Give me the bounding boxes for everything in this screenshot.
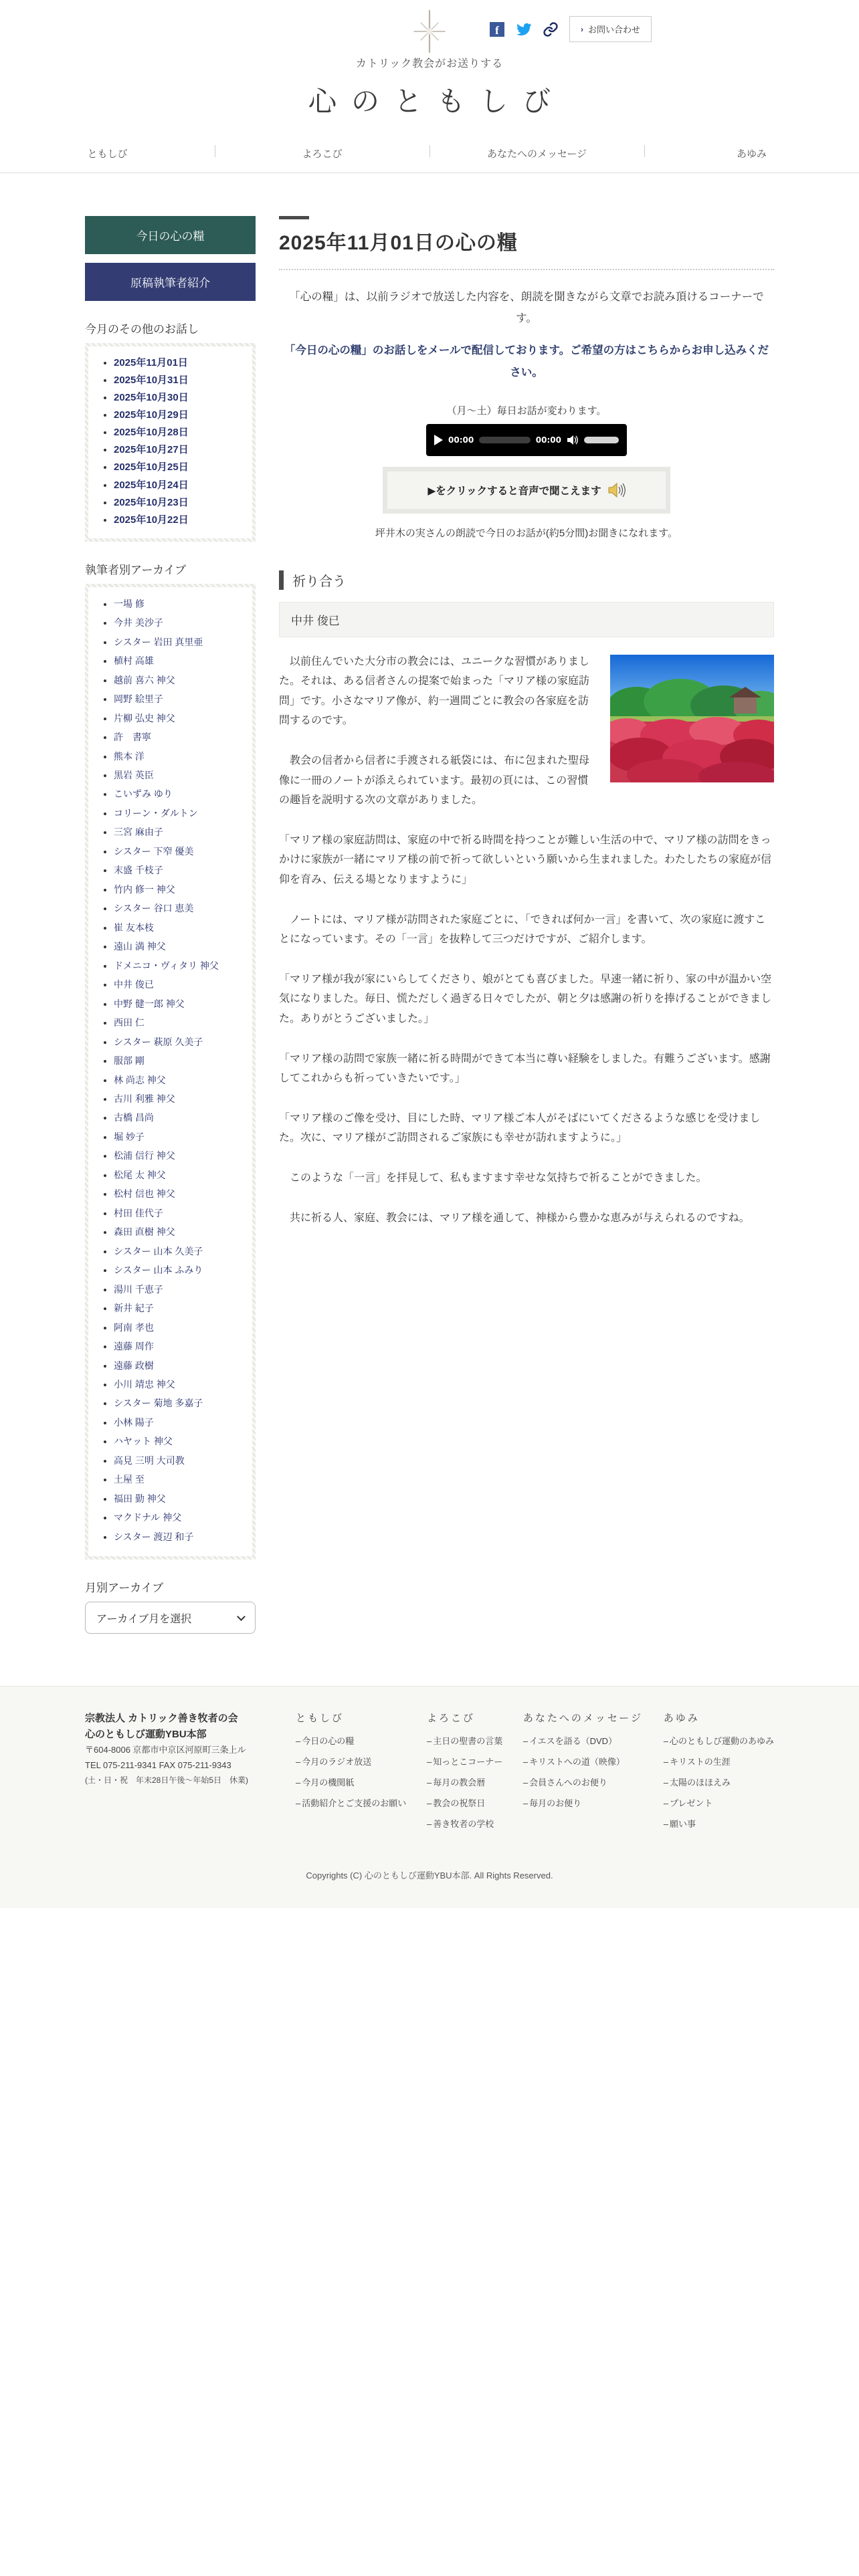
writer-list-item	[114, 1394, 246, 1413]
writer-list-item	[114, 785, 246, 804]
footer-link-item	[296, 1776, 406, 1789]
current-time: 00:00	[448, 435, 474, 445]
article-author: 中井 俊已	[279, 602, 774, 637]
sidebar-writers-button[interactable]: 原稿執筆者紹介	[85, 263, 256, 301]
writer-list-item	[114, 1337, 246, 1356]
footer-link-item	[296, 1796, 406, 1810]
date-link[interactable]: 2025年10月23日	[114, 496, 189, 508]
writer-link[interactable]: 新井 紀子	[114, 1303, 154, 1314]
writer-list-item	[114, 823, 246, 842]
contact-button[interactable]	[569, 16, 652, 42]
audio-player[interactable]	[426, 424, 627, 456]
writer-link[interactable]: 松浦 信行 神父	[114, 1150, 175, 1162]
footer-link-item	[523, 1796, 643, 1810]
footer-col-title: ともしび	[296, 1713, 345, 1725]
writer-link[interactable]: シスター 山本 久美子	[114, 1245, 203, 1257]
date-link[interactable]: 2025年10月22日	[114, 514, 189, 526]
dotted-divider	[279, 269, 774, 270]
writer-link[interactable]: シスター 下窄 優美	[114, 845, 194, 857]
footer-link[interactable]: – 毎月の教会暦	[427, 1778, 485, 1788]
facebook-icon[interactable]	[489, 21, 505, 37]
footer-link[interactable]: – 太陽のほほえみ	[664, 1778, 731, 1788]
monthly-archive-heading: 月別アーカイブ	[85, 1582, 164, 1595]
writer-list-item	[114, 671, 246, 690]
footer-col-ayumi	[664, 1711, 774, 1838]
play-button[interactable]	[434, 435, 443, 445]
writer-list-item	[114, 652, 246, 671]
writer-link[interactable]: 松村 信也 神父	[114, 1188, 175, 1200]
main-content	[279, 216, 774, 1248]
footer-tel-fax: TEL 075-211-9341 FAX 075-211-9343	[85, 1759, 231, 1770]
writer-link[interactable]: 遠藤 政樹	[114, 1360, 154, 1371]
date-list-item	[114, 354, 246, 372]
footer-link[interactable]: – プレゼント	[664, 1798, 713, 1808]
writer-link[interactable]: マクドナル 神父	[114, 1512, 182, 1523]
article-paragraph: このような「一言」を拝見して、私もますます幸せな気持ちで祈ることができました。	[279, 1172, 707, 1184]
article-paragraph: 「マリア様の家庭訪問は、家庭の中で祈る時間を持つことが難しい生活の中で、マリア様の訪問をきっかけに家族が一緒にマリア様の前で祈って欲しいという願いから生まれました。わたしたちの家庭が信仰を育み、伝える場となりますように」	[279, 834, 772, 886]
date-link[interactable]: 2025年10月31日	[114, 374, 189, 387]
date-list-item	[114, 389, 246, 407]
writer-link[interactable]: 土屋 至	[114, 1474, 145, 1485]
date-list-item	[114, 407, 246, 424]
writer-list-item	[114, 1090, 246, 1109]
date-list-item	[114, 477, 246, 494]
footer-link-item	[296, 1734, 406, 1747]
footer-link-item	[523, 1755, 643, 1768]
footer-link-item	[523, 1776, 643, 1789]
footer-col-title: あゆみ	[663, 1713, 700, 1725]
archive-month-select[interactable]	[85, 1602, 256, 1634]
date-list-item	[114, 441, 246, 459]
footer-link[interactable]: – 今月のラジオ放送	[296, 1757, 371, 1767]
site-title: 心のともしび	[308, 85, 565, 118]
writer-list-item	[114, 1166, 246, 1185]
footer-link-item	[427, 1734, 502, 1747]
writer-link[interactable]: シスター 谷口 恵美	[114, 903, 194, 914]
footer-link[interactable]: – 心のともしび運動のあゆみ	[664, 1736, 774, 1746]
writer-link[interactable]: 服部 剛	[114, 1055, 145, 1067]
nav-link[interactable]: よろこび	[302, 148, 343, 160]
footer-link-item	[664, 1776, 774, 1789]
writer-list-item	[114, 1414, 246, 1432]
writer-link[interactable]: 末盛 千枝子	[114, 865, 163, 876]
footer-hours: (土・日・祝 年末28日午後～年始5日 休業)	[85, 1775, 249, 1785]
writer-link[interactable]: 一場 修	[114, 598, 145, 609]
writer-link[interactable]: 三宮 麻由子	[114, 827, 163, 838]
writer-list-item	[114, 1319, 246, 1337]
writer-list-item	[114, 1033, 246, 1052]
writer-link[interactable]: 越前 喜六 神父	[114, 674, 175, 685]
footer-link-item	[427, 1817, 502, 1830]
chain-glyph	[543, 21, 559, 37]
writer-list-item	[114, 919, 246, 938]
article-paragraph: 「マリア様の訪問で家族一緒に祈る時間ができて本当に尊い経験をしました。有難うございます。感謝してこれからも祈っていきたいです。」	[279, 1053, 771, 1085]
site-header	[0, 0, 859, 173]
writer-list-item	[114, 1109, 246, 1128]
writer-link[interactable]: 森田 直樹 神父	[114, 1226, 175, 1238]
nav-item[interactable]	[0, 140, 215, 173]
nav-item[interactable]	[215, 140, 430, 173]
mute-button[interactable]	[567, 435, 579, 445]
writer-list-item	[114, 1452, 246, 1471]
writer-list-item	[114, 1071, 246, 1090]
contact-chevron-icon: ›	[580, 24, 583, 34]
writer-link[interactable]: 植村 高雄	[114, 655, 154, 667]
link-icon[interactable]	[543, 21, 559, 37]
sparkle-logo-icon	[0, 9, 859, 53]
footer-link[interactable]: – 願い事	[664, 1819, 696, 1829]
footer-link[interactable]: – 会員さんへのお便り	[523, 1778, 607, 1788]
writer-list-item	[114, 1509, 246, 1527]
title-decoration	[279, 216, 309, 219]
footer-link-item	[296, 1755, 406, 1768]
writer-list-item	[114, 1281, 246, 1299]
duration-time: 00:00	[535, 435, 561, 445]
writer-list-item	[114, 595, 246, 614]
chevron-down-icon	[237, 1612, 246, 1621]
footer-link-item	[523, 1734, 643, 1747]
writer-link[interactable]: 遠藤 周作	[114, 1341, 154, 1352]
facebook-glyph: f	[490, 22, 504, 37]
writer-archive-heading: 執筆者別アーカイブ	[85, 563, 187, 576]
writer-list-item	[114, 861, 246, 880]
footer-col-title: あなたへのメッセージ	[522, 1713, 644, 1725]
writer-list-item	[114, 1528, 246, 1547]
nav-link[interactable]: あゆみ	[736, 148, 767, 160]
article-photo	[610, 655, 774, 782]
date-link[interactable]: 2025年10月25日	[114, 461, 189, 473]
writer-link[interactable]: コリーン・ダルトン	[114, 807, 198, 819]
date-archive-box	[85, 343, 256, 542]
footer-col-message	[523, 1711, 643, 1838]
article-paragraph: 以前住んでいた大分市の教会には、ユニークな習慣がありました。それは、ある信者さんの提案で始まった「マリア様の家庭訪問」です。小さなマリア像が、約一週間ごとに教会の各家庭を訪問するのです。	[279, 655, 590, 727]
writer-list-item	[114, 1243, 246, 1261]
nav-link[interactable]: ともしび	[87, 148, 128, 160]
writer-list-item	[114, 748, 246, 766]
player-hint-box	[383, 467, 670, 514]
site-footer	[0, 1686, 859, 1908]
writer-link[interactable]: シスター 渡辺 和子	[114, 1531, 194, 1542]
reading-note: 坪井木の実さんの朗読で今日のお話が(約5分間)お聞きになれます。	[375, 527, 678, 539]
writer-list-item	[114, 633, 246, 652]
writer-link[interactable]: 西田 仁	[114, 1017, 145, 1029]
writer-link[interactable]: 崔 友本枝	[114, 922, 154, 933]
article-body	[279, 652, 774, 1228]
writer-list-item	[114, 1357, 246, 1376]
writer-list-item	[114, 1376, 246, 1394]
footer-link[interactable]: – キリストへの道（映像）	[523, 1757, 625, 1767]
writer-link[interactable]: 中野 健一郎 神父	[114, 998, 185, 1009]
footer-org-info	[85, 1711, 276, 1838]
writer-link[interactable]: シスター 山本 ふみり	[114, 1265, 203, 1276]
writer-list-item	[114, 899, 246, 918]
date-list-item	[114, 512, 246, 529]
footer-link-item	[427, 1776, 502, 1789]
footer-link[interactable]: – 活動紹介とご支援のお願い	[296, 1798, 406, 1808]
footer-address: 〒604-8006 京都市中京区河原町三条上ル	[85, 1745, 246, 1755]
footer-nav	[276, 1711, 774, 1838]
writer-link[interactable]: 松尾 太 神父	[114, 1169, 166, 1180]
writer-link[interactable]: 古川 利雅 神父	[114, 1093, 175, 1104]
copyright: Copyrights (C) 心のともしび運動YBU本部. All Rights Reserved.	[306, 1870, 553, 1881]
date-link[interactable]: 2025年11月01日	[114, 357, 188, 368]
sidebar-today-button[interactable]: 今日の心の糧	[85, 216, 256, 254]
archive-select-value: アーカイブ月を選択	[96, 1613, 192, 1625]
footer-link[interactable]: – イエスを語る（DVD）	[523, 1736, 617, 1746]
writer-link[interactable]: 古橋 昌尚	[114, 1112, 154, 1123]
writer-list-item	[114, 728, 246, 747]
footer-link-item	[664, 1817, 774, 1830]
writer-list-item	[114, 614, 246, 633]
writer-link[interactable]: 遠山 満 神父	[114, 941, 166, 952]
date-link[interactable]: 2025年10月30日	[114, 392, 189, 404]
writer-link[interactable]: シスター 萩原 久美子	[114, 1036, 203, 1047]
social-bar	[489, 16, 652, 42]
writer-link[interactable]: 村田 佳代子	[114, 1207, 163, 1218]
writer-link[interactable]: 竹内 修一 神父	[114, 883, 175, 895]
writer-link[interactable]: 小林 陽子	[114, 1416, 154, 1428]
writer-list-item	[114, 938, 246, 956]
footer-link-item	[664, 1734, 774, 1747]
main-nav	[0, 140, 859, 173]
contact-label: お問い合わせ	[587, 25, 640, 35]
writer-link[interactable]: 林 尚志 神父	[114, 1074, 166, 1085]
writer-list-item	[114, 1432, 246, 1451]
writer-list-item	[114, 976, 246, 994]
article-title: 祈り合う	[279, 570, 774, 590]
footer-link-item	[427, 1796, 502, 1810]
writer-list-item	[114, 766, 246, 785]
date-list-item	[114, 424, 246, 441]
seek-bar[interactable]	[479, 437, 531, 443]
writer-link[interactable]: 中井 俊已	[114, 979, 154, 990]
footer-link[interactable]: – 主日の聖書の言葉	[427, 1736, 502, 1746]
writer-link[interactable]: 堀 妙子	[114, 1131, 145, 1142]
player-hint-text: ▶をクリックすると音声で聞こえます	[427, 485, 601, 497]
footer-link-item	[664, 1755, 774, 1768]
footer-link[interactable]: – 今月の機関紙	[296, 1778, 354, 1788]
writer-list-item	[114, 1261, 246, 1280]
date-list-item	[114, 459, 246, 476]
writer-link[interactable]: 今井 美沙子	[114, 617, 163, 629]
speaker-icon	[608, 482, 626, 498]
nav-item[interactable]	[644, 140, 859, 173]
writer-link[interactable]: 小川 靖忠 神父	[114, 1379, 175, 1390]
date-list-item	[114, 372, 246, 389]
page-title: 2025年11月01日の心の糧	[279, 232, 518, 254]
article-paragraph: 教会の信者から信者に手渡される紙袋には、布に包まれた聖母像に一冊のノートが添えられています。最初の頁には、この習慣の趣旨を説明する次の文章がありました。	[279, 755, 590, 807]
writer-list-item	[114, 995, 246, 1014]
date-list-item	[114, 494, 246, 512]
writer-list-item	[114, 710, 246, 728]
writer-list-item	[114, 1471, 246, 1489]
writer-link[interactable]: ドメニコ・ヴィタリ 神父	[114, 960, 219, 971]
volume-bar[interactable]	[584, 437, 619, 443]
writer-link[interactable]: ハヤット 神父	[114, 1436, 173, 1447]
footer-link[interactable]: – 教会の祝祭日	[427, 1798, 485, 1808]
writer-link[interactable]: 湯川 千恵子	[114, 1283, 163, 1295]
page-body	[85, 216, 774, 1634]
date-link[interactable]: 2025年10月27日	[114, 444, 189, 456]
footer-link[interactable]: – 知っとこコーナー	[427, 1757, 502, 1767]
footer-col-yorokobi	[427, 1711, 502, 1838]
writer-list-item	[114, 1128, 246, 1147]
writer-link[interactable]: 熊本 洋	[114, 750, 145, 762]
writer-link[interactable]: 黒岩 英臣	[114, 770, 154, 780]
writer-link[interactable]: 許 書寧	[114, 732, 151, 743]
writer-list-item	[114, 1490, 246, 1509]
article-paragraph: 「マリア様が我が家にいらしてくださり、娘がとても喜びました。早速一緒に祈り、家の中が温かい空気になりました。毎日、慌ただしく過ぎる日々でしたが、朝と夕は感謝の祈りを捧げることができました。ありがとうございました。」	[279, 973, 772, 1025]
date-link[interactable]: 2025年10月29日	[114, 409, 189, 421]
writer-list-item	[114, 1052, 246, 1071]
writer-link[interactable]: 岡野 絵里子	[114, 693, 163, 705]
mail-signup-notice[interactable]: 「今日の心の糧」のお話しをメールで配信しております。ご希望の方はこちらからお申し込みください。	[284, 344, 769, 379]
article-paragraph: 共に祈る人、家庭、教会には、マリア様を通して、神様から豊かな恵みが与えられるのですね。	[279, 1212, 750, 1224]
writer-list-item	[114, 843, 246, 861]
site-tagline: カトリック教会がお送りする	[355, 58, 504, 70]
footer-org-line1: 宗教法人 カトリック善き牧者の会	[85, 1713, 238, 1725]
footer-col-tomoshibi	[296, 1711, 406, 1838]
footer-link-item	[664, 1796, 774, 1810]
footer-link[interactable]: – キリストの生涯	[664, 1757, 731, 1767]
footer-link[interactable]: – 善き牧者の学校	[427, 1819, 494, 1829]
writer-list-item	[114, 1185, 246, 1204]
writer-list-item	[114, 881, 246, 899]
writer-link[interactable]: 阿南 孝也	[114, 1321, 154, 1333]
writer-list-item	[114, 690, 246, 709]
footer-link-item	[427, 1755, 502, 1768]
schedule-note: （月～土）毎日お話が変わります。	[446, 405, 607, 417]
date-link[interactable]: 2025年10月28日	[114, 427, 189, 439]
writer-link[interactable]: シスター 岩田 真里亜	[114, 636, 203, 647]
nav-item[interactable]	[430, 140, 644, 173]
footer-link[interactable]: – 今日の心の糧	[296, 1736, 354, 1746]
writer-list-item	[114, 1299, 246, 1318]
writer-list-item	[114, 1147, 246, 1166]
writer-list-item	[114, 1223, 246, 1242]
date-link[interactable]: 2025年10月24日	[114, 479, 189, 491]
writer-list-item	[114, 804, 246, 823]
writer-list-item	[114, 1204, 246, 1223]
footer-link[interactable]: – 毎月のお便り	[523, 1798, 581, 1808]
monthly-talks-heading: 今月のその他のお話し	[85, 323, 199, 336]
writer-archive-box	[85, 584, 256, 1560]
writer-link[interactable]: 福田 勤 神父	[114, 1493, 166, 1504]
sidebar	[85, 216, 256, 1634]
writer-link[interactable]: 高見 三明 大司教	[114, 1455, 185, 1466]
article-paragraph: ノートには、マリア様が訪問された家庭ごとに、「できれば何か一言」を書いて、次の家庭に渡すことになっています。その「一言」を抜粋して三つだけですが、ご紹介します。	[279, 914, 766, 946]
writer-link[interactable]: 片柳 弘史 神父	[114, 712, 175, 724]
writer-list-item	[114, 957, 246, 976]
footer-col-title: よろこび	[426, 1713, 475, 1725]
article-paragraph: 「マリア様のご像を受け、目にした時、マリア様ご本人がそばにいてくださるような感じを受けました。次に、マリア様がご訪問されるご家族にも幸せが訪れますように。」	[279, 1112, 761, 1144]
twitter-bird	[516, 21, 532, 37]
writer-link[interactable]: こいずみ ゆり	[114, 788, 173, 800]
intro-text: 「心の糧」は、以前ラジオで放送した内容を、朗読を聞きながら文章でお読み頂けるコーナーです。	[289, 291, 764, 325]
footer-org-line2: 心のともしび運動YBU本部	[85, 1729, 207, 1741]
writer-list-item	[114, 1014, 246, 1033]
nav-link[interactable]: あなたへのメッセージ	[486, 148, 587, 160]
writer-link[interactable]: シスター 菊地 多嘉子	[114, 1398, 203, 1409]
twitter-icon[interactable]	[516, 21, 532, 37]
